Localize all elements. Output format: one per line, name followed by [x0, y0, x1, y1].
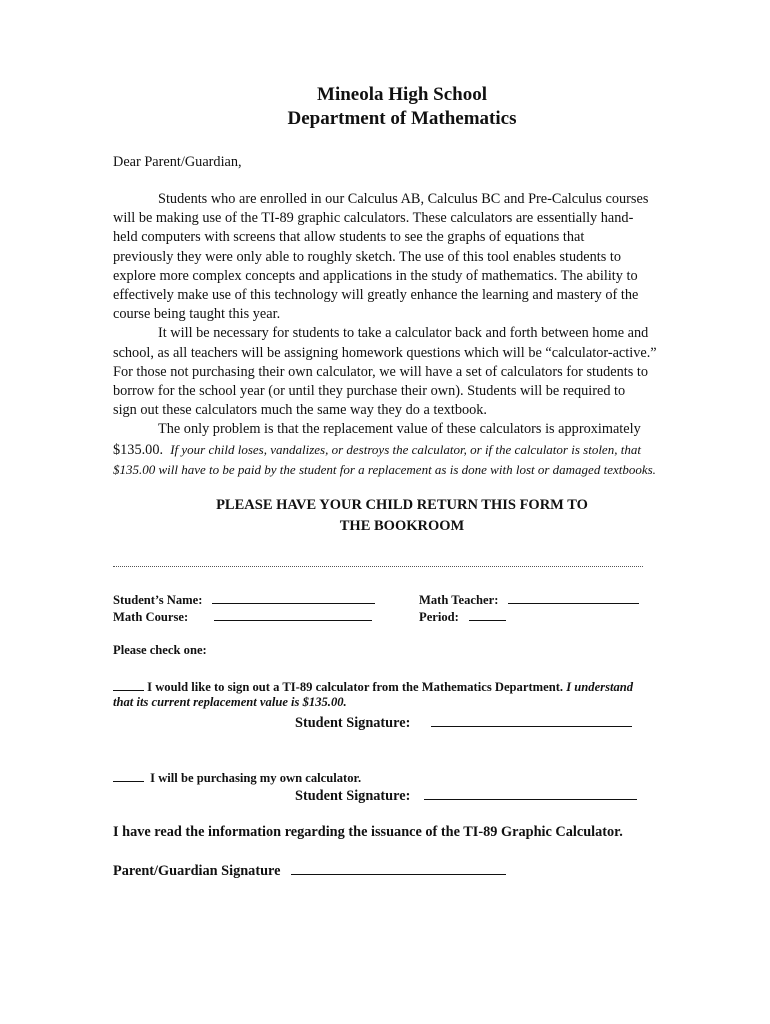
student-name-label: Student’s Name: [113, 593, 203, 607]
department-name: Department of Mathematics [287, 108, 517, 129]
school-name: Mineola High School [317, 84, 487, 105]
tear-line [113, 566, 643, 567]
period-field[interactable] [419, 608, 506, 625]
paragraph-line: sign out these calculators much the same way they do a textbook. [113, 402, 488, 419]
period-label: Period: [419, 610, 459, 624]
math-course-field[interactable] [113, 608, 372, 625]
student-signature-2-blank[interactable] [424, 787, 637, 800]
acknowledgement-statement: I have read the information regarding the issuance of the TI-89 Graphic Calculator. [113, 824, 623, 840]
parent-signature-label: Parent/Guardian Signature [113, 863, 281, 879]
math-teacher-blank[interactable] [508, 591, 639, 604]
option-1-italic-cont: that its current replacement value is $135.00. [113, 695, 347, 709]
option-2-checkbox[interactable] [113, 769, 144, 782]
paragraph-line: will be making use of the TI-89 graphic calculators. These calculators are essentially hand- [113, 210, 634, 227]
option-2-row [113, 769, 361, 786]
paragraph-line [113, 440, 693, 460]
option-1-row [113, 678, 633, 695]
student-name-blank[interactable] [212, 591, 375, 604]
return-notice-line1: PLEASE HAVE YOUR CHILD RETURN THIS FORM TO [216, 497, 588, 513]
replacement-cost: $135.00. [113, 441, 164, 458]
student-signature-label: Student Signature: [295, 788, 411, 804]
parent-signature-blank[interactable] [291, 862, 506, 875]
math-teacher-label: Math Teacher: [419, 593, 499, 607]
math-course-blank[interactable] [214, 608, 372, 621]
liability-note: If your child loses, vandalizes, or destroys the calculator, or if the calculator is stolen, that [170, 441, 641, 457]
period-blank[interactable] [469, 608, 506, 621]
student-name-field[interactable] [113, 591, 375, 608]
student-signature-label: Student Signature: [295, 715, 411, 731]
paragraph-line: Students who are enrolled in our Calculus AB, Calculus BC and Pre-Calculus courses [158, 191, 649, 207]
paragraph-line: explore more complex concepts and applications in the study of mathematics. The ability to [113, 267, 638, 284]
paragraph-line: It will be necessary for students to take a calculator back and forth between home and [158, 325, 649, 342]
student-signature-1-field[interactable] [295, 714, 632, 732]
parent-signature-field[interactable] [113, 862, 506, 880]
paragraph-line: effectively make use of this technology will greatly enhance the learning and mastery of the [113, 287, 639, 304]
option-1-checkbox[interactable] [113, 678, 144, 691]
math-teacher-field[interactable] [419, 591, 639, 608]
paragraph-line: borrow for the school year (or until they purchase their own). Students will be required to [113, 383, 626, 400]
paragraph-line: The only problem is that the replacement value of these calculators is approximately [158, 421, 641, 438]
paragraph-line: For those not purchasing their own calculator, we will have a set of calculators for students to [113, 363, 649, 380]
letter-body [113, 190, 693, 479]
option-2-text: I will be purchasing my own calculator. [150, 771, 362, 785]
option-1-italic: I understand [566, 680, 634, 694]
paragraph-line: held computers with screens that allow students to see the graphs of equations that [113, 229, 585, 246]
paragraph-line: course being taught this year. [113, 306, 281, 323]
return-notice-line2: THE BOOKROOM [339, 518, 465, 534]
student-signature-1-blank[interactable] [431, 714, 632, 727]
liability-note-cont: $135.00 will have to be paid by the student for a replacement as is done with lost or damaged textbooks. [113, 461, 656, 477]
math-course-label: Math Course: [113, 610, 189, 624]
option-1-text: I would like to sign out a TI-89 calculator from the Mathematics Department. [147, 680, 564, 694]
salutation: Dear Parent/Guardian, [113, 154, 242, 170]
student-signature-2-field[interactable] [295, 787, 637, 805]
paragraph-line: school, as all teachers will be assigning homework questions which will be “calculator-active.” [113, 344, 657, 361]
check-one-label: Please check one: [113, 643, 207, 657]
paragraph-line: previously they were only able to roughly sketch. The use of this tool enables students to [113, 248, 621, 265]
